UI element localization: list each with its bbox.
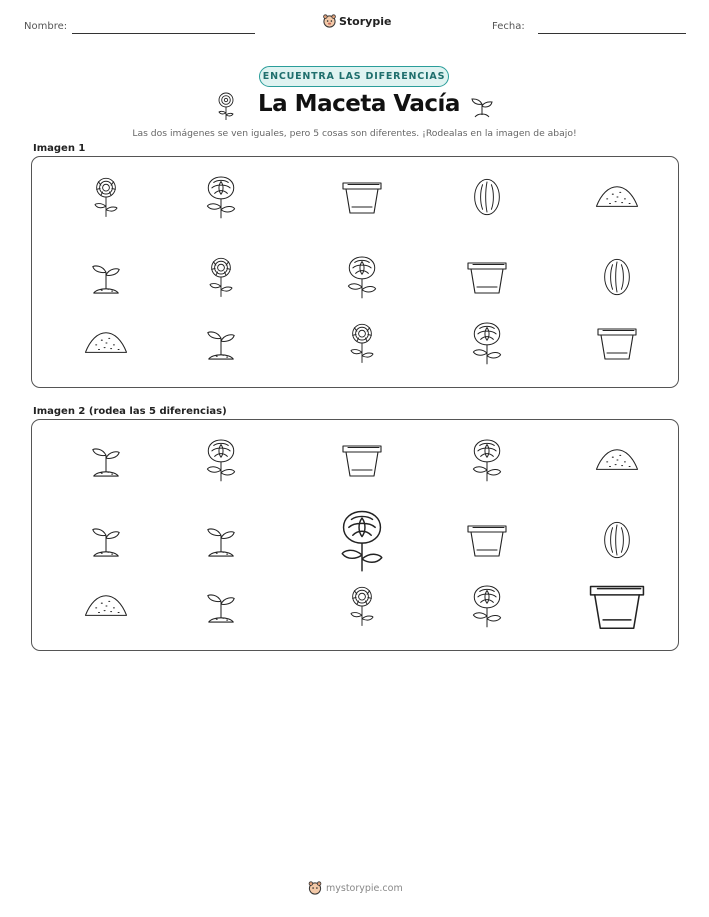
image2-cell-r2-c2[interactable] — [204, 522, 238, 562]
seed-icon — [472, 176, 502, 222]
soil-icon — [82, 329, 130, 361]
image1-cell-r2-c5 — [602, 258, 632, 300]
image1-cell-r2-c1 — [89, 259, 123, 299]
seed-icon — [602, 519, 632, 565]
peony-icon — [467, 583, 507, 633]
pot-icon — [339, 177, 385, 221]
sprout-icon — [469, 93, 495, 119]
image1-cell-r1-c1 — [89, 175, 123, 223]
date-label: Fecha: — [492, 21, 525, 32]
sprout-icon — [89, 440, 123, 484]
chrysanthemum-icon — [345, 582, 379, 634]
image1-cell-r2-c4 — [464, 259, 510, 299]
instructions-text: Las dos imágenes se ven iguales, pero 5 cosas son diferentes. ¡Rodealas en la imagen de abajo! — [132, 128, 577, 139]
peony-icon — [201, 437, 241, 487]
name-field[interactable] — [72, 33, 255, 34]
name-label: Nombre: — [24, 21, 68, 32]
image1-cell-r1-c4 — [472, 178, 502, 220]
sprout-icon — [89, 257, 123, 301]
image1-cell-r1-c5 — [593, 185, 641, 213]
image2-cell-r2-c1[interactable] — [89, 522, 123, 562]
image1-cell-r3-c3 — [345, 321, 379, 369]
soil-icon — [82, 592, 130, 624]
pot-icon — [464, 520, 510, 564]
image2-cell-r3-c4[interactable] — [467, 585, 507, 631]
sprout-icon — [204, 586, 238, 630]
storypie-mascot-icon — [323, 14, 336, 28]
brand-logo — [323, 14, 391, 28]
image1-cell-r3-c4 — [467, 322, 507, 368]
peony-icon — [467, 320, 507, 370]
chrysanthemum-icon — [89, 173, 123, 225]
peony-icon — [201, 174, 241, 224]
peony-icon — [333, 507, 391, 578]
image1-cell-r3-c2 — [204, 325, 238, 365]
image2-cell-r1-c4[interactable] — [467, 439, 507, 485]
chrysanthemum-icon — [345, 319, 379, 371]
pot-icon — [464, 257, 510, 301]
image1-cell-r1-c3 — [339, 179, 385, 219]
footer-url: mystorypie.com — [326, 882, 403, 894]
pot-icon — [594, 323, 640, 367]
image2-cell-r1-c5[interactable] — [593, 448, 641, 476]
storypie-mascot-icon — [308, 881, 322, 895]
image2-cell-r1-c3[interactable] — [339, 442, 385, 482]
image1-cell-r2-c2 — [204, 255, 238, 303]
image2-cell-r2-c5[interactable] — [602, 521, 632, 563]
chrysanthemum-icon — [204, 253, 238, 305]
sprout-icon — [204, 323, 238, 367]
image1-label: Imagen 1 — [33, 143, 86, 154]
soil-icon — [593, 446, 641, 478]
image2-label: Imagen 2 (rodea las 5 diferencias) — [33, 406, 227, 417]
activity-badge: ENCUENTRA LAS DIFERENCIAS — [259, 66, 449, 87]
image2-cell-r3-c1[interactable] — [82, 594, 130, 622]
chrysanthemum-icon — [214, 91, 238, 121]
image2-cell-r2-c4[interactable] — [464, 522, 510, 562]
image2-cell-r1-c1[interactable] — [89, 442, 123, 482]
image2-cell-r3-c3[interactable] — [345, 584, 379, 632]
date-field[interactable] — [538, 33, 686, 34]
brand-name: Storypie — [339, 14, 392, 28]
image1-panel — [31, 156, 679, 388]
image1-cell-r2-c3 — [342, 256, 382, 302]
image2-panel[interactable] — [31, 419, 679, 651]
image1-cell-r3-c5 — [594, 325, 640, 365]
image1-cell-r3-c1 — [82, 331, 130, 359]
image1-cell-r1-c2 — [201, 176, 241, 222]
sprout-icon — [204, 520, 238, 564]
peony-icon — [467, 437, 507, 487]
soil-icon — [593, 183, 641, 215]
image2-cell-r2-c3[interactable] — [333, 509, 391, 576]
image2-cell-r1-c2[interactable] — [201, 439, 241, 485]
peony-icon — [342, 254, 382, 304]
pot-icon — [585, 578, 649, 638]
footer — [308, 881, 403, 895]
image2-cell-r3-c2[interactable] — [204, 588, 238, 628]
image2-cell-r3-c5[interactable] — [585, 580, 649, 636]
page-title: La Maceta Vacía — [258, 91, 460, 117]
sprout-icon — [89, 520, 123, 564]
seed-icon — [602, 256, 632, 302]
pot-icon — [339, 440, 385, 484]
